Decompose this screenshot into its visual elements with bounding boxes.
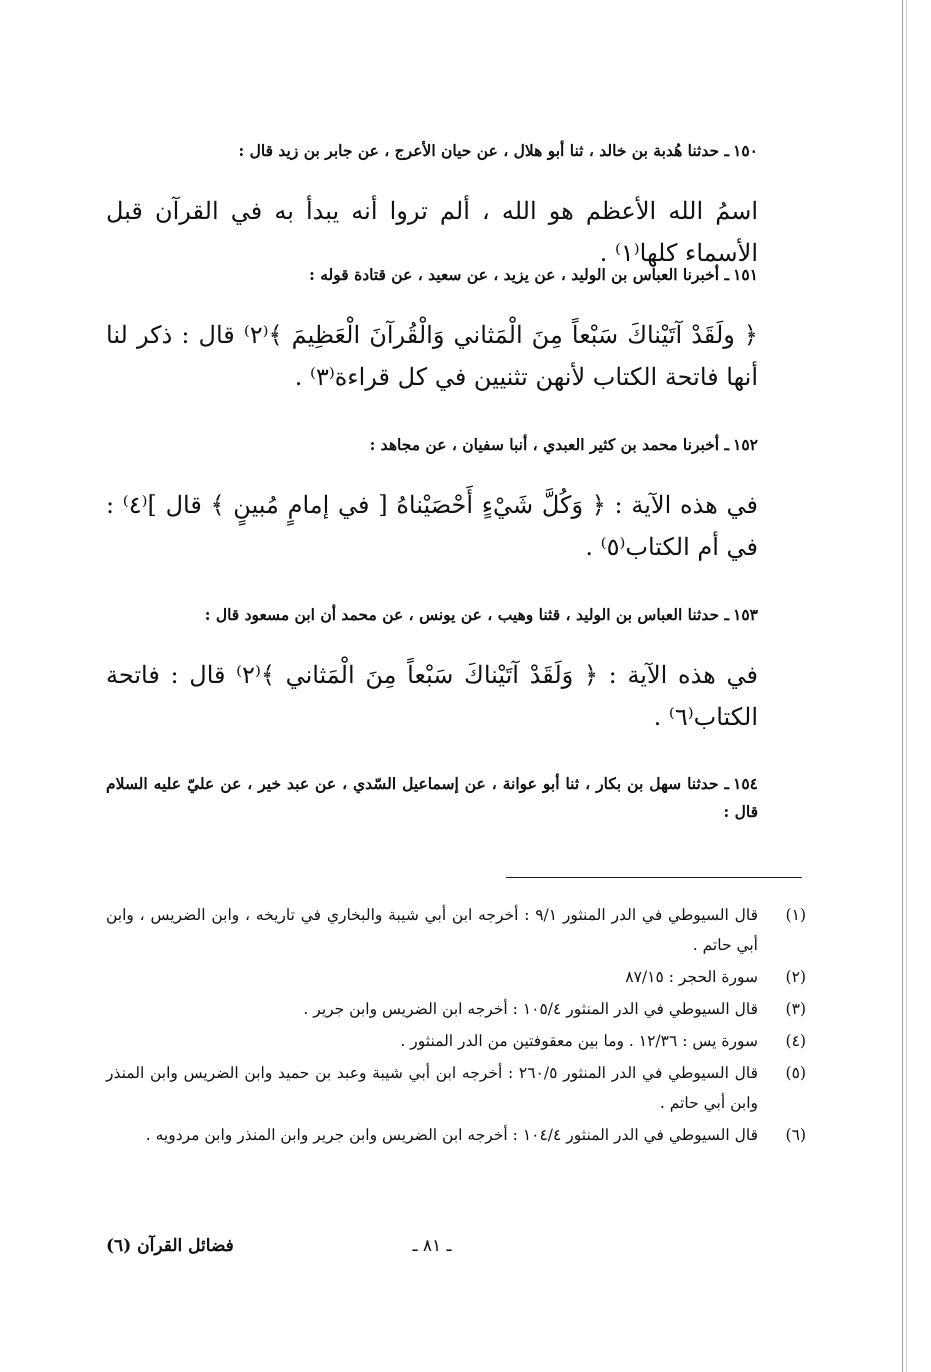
footnote-separator (506, 877, 802, 878)
footnote-text: قال السيوطي في الدر المنثور ٩/١ : أخرجه ابن أبي شيبة والبخاري في تاريخه ، وابن الضريس ، وابن أبي حاتم . (106, 906, 758, 954)
footnote-text: قال السيوطي في الدر المنثور ٢٦٠/٥ : أخرجه ابن أبي شيبة وعبد بن حميد وابن الضريس وابن المنذر وابن أبي حاتم . (106, 1064, 758, 1112)
footnote-number: (١) (785, 906, 806, 924)
footnotes (106, 900, 806, 1152)
footnote-number: (٤) (785, 1032, 806, 1050)
footnote-number: (٥) (785, 1064, 806, 1082)
hadith-152-chain (106, 431, 758, 459)
hadith-152-matn: في هذه الآية : ﴿ وَكُلَّ شَيْءٍ أَحْصَيْناهُ [ في إمامٍ مُبينٍ ﴾ قال ]⁽٤⁾ : في أم الكتاب⁽٥⁾ . (106, 491, 759, 561)
hadith-number: ١٥٢ (733, 435, 758, 454)
footnote-number: (٦) (785, 1126, 806, 1144)
hadith-number: ١٥١ (733, 265, 758, 284)
hadith-150-chain (106, 137, 758, 165)
isnad-text: ـ أخبرنا محمد بن كثير العبدي ، أنبا سفيان ، عن مجاهد : (369, 435, 730, 454)
page-edge-line-secondary (906, 0, 907, 1372)
page-number: ـ ٨١ ـ (412, 1236, 452, 1256)
isnad-text: ـ حدثنا العباس بن الوليد ، قثنا وهيب ، عن يونس ، عن محمد أن ابن مسعود قال : (204, 605, 730, 624)
hadith-154-chain (106, 770, 758, 826)
hadith-number: ١٥٤ (733, 774, 758, 793)
footnote-4 (106, 1026, 806, 1056)
page-edge-line (902, 0, 903, 1372)
page-footer (106, 1236, 758, 1268)
footnote-text: قال السيوطي في الدر المنثور ١٠٥/٤ : أخرجه ابن الضريس وابن جرير . (303, 1000, 758, 1018)
footnote-1 (106, 900, 806, 960)
hadith-number: ١٥٣ (733, 605, 758, 624)
book-title: فضائل القرآن (٦) (106, 1236, 234, 1256)
hadith-number: ١٥٠ (733, 141, 758, 160)
footnote-6 (106, 1120, 806, 1150)
footnote-5 (106, 1058, 806, 1118)
hadith-151-matn: ﴿ ولَقَدْ آتَيْناكَ سَبْعاً مِنَ الْمَثاني وَالْقُرآنَ الْعَظِيمَ ﴾⁽٢⁾ قال : ذكر لنا أنها فاتحة الكتاب لأنهن تثنيين في كل قراءة⁽٣⁾ . (106, 321, 758, 391)
hadith-153-chain (106, 601, 758, 629)
isnad-text: ـ حدثنا هُدبة بن خالد ، ثنا أبو هلال ، عن حيان الأعرج ، عن جابر بن زيد قال : (238, 141, 730, 160)
footnote-text: سورة الحجر : ٨٧/١٥ (625, 968, 758, 986)
footnote-number: (٢) (785, 968, 806, 986)
footnote-2 (106, 962, 806, 992)
footnote-text: قال السيوطي في الدر المنثور ١٠٤/٤ : أخرجه ابن الضريس وابن جرير وابن المنذر وابن مردويه . (145, 1126, 758, 1144)
isnad-text: ـ حدثنا سهل بن بكار ، ثنا أبو عوانة ، عن إسماعيل السّدي ، عن عبد خير ، عن عليّ عليه السلام قال : (106, 774, 758, 821)
isnad-text: ـ أخبرنا العباس بن الوليد ، عن يزيد ، عن سعيد ، عن قتادة قوله : (309, 265, 730, 284)
footnote-text: سورة يس : ١٢/٣٦ . وما بين معقوفتين من الدر المنثور . (400, 1032, 758, 1050)
hadith-150-matn: اسمُ الله الأعظم هو الله ، ألم تروا أنه يبدأ به في القرآن قبل الأسماء كلها⁽١⁾ . (106, 197, 758, 267)
footnote-3 (106, 994, 806, 1024)
hadith-153-matn: في هذه الآية : ﴿ وَلَقَدْ آتَيْناكَ سَبْعاً مِنَ الْمَثاني ﴾⁽٢⁾ قال : فاتحة الكتاب⁽٦⁾ . (106, 661, 758, 731)
hadith-151-chain (106, 261, 758, 289)
footnote-number: (٣) (785, 1000, 806, 1018)
